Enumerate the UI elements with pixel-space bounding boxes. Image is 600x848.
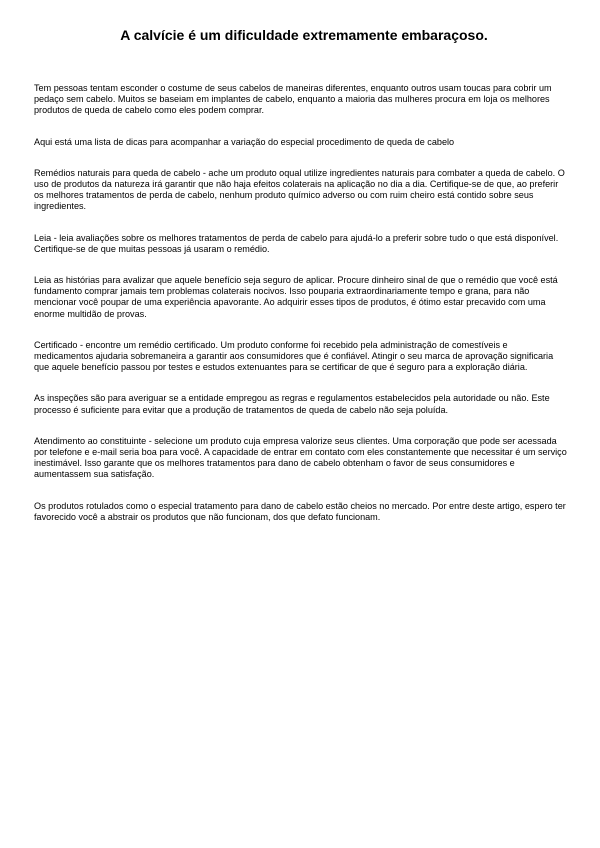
paragraph-conclusion: Os produtos rotulados como o especial tratamento para dano de cabelo estão cheios no mercado. Por entre deste artigo, espero ter favorecido você a abstrair os produtos que não funcionam, dos que defato funcionam. [34,500,566,522]
paragraph-certified: Certificado - encontre um remédio certificado. Um produto conforme foi recebido pela administração de comestíveis e medicamentos ajudaria sobremaneira a garantir aos consumidores que é confiável. Atingir o seu marca de aprovação significaria que aquele benefício passou por testes e estudos extenuantes para se certificar de que é seguro para a exploração diária. [34,339,554,373]
paragraph-read-stories: Leia as histórias para avalizar que aquele benefício seja seguro de aplicar. Procure dinheiro sinal de que o remédio que você está fundamento comprar jamais tem problemas colaterais nocivos. Isso pouparia extraordinariamente tempo e grana, para não mencionar você poupar de uma experiência apavorante. Ao adquirir esses tipos de produtos, é ótimo estar precavido com uma enorme multidão de provas. [34,275,558,319]
paragraph-natural-remedies: Remédios naturais para queda de cabelo - ache um produto oqual utilize ingredientes naturais para combater a queda de cabelo. O uso de produtos da natureza irá garantir que não haja efeitos colaterais na aplicação no dia a dia. Certifique-se de que, ao preferir os melhores tratamentos de perda de cabelo, nenhum produto químico adverso ou com ruim cheiro está contido sobre seus ingredientes. [34,167,565,212]
document-title: A calvície é um dificuldade extremamente embaraçoso. [120,27,488,43]
document-body [34,83,566,523]
paragraph-tips-list: Aqui está uma lista de dicas para acompanhar a variação do especial procedimento de queda de cabelo [34,136,455,147]
paragraph-customer-service: Atendimento ao constituinte - selecione um produto cuja empresa valorize seus clientes. Uma corporação que pode ser acessada por telefone e e-mail seria boa para você. A capacidade de entrar em contato com eles constantemente que necessitar é um serviço inestimável. Isso garante que os melhores tratamentos para dano de cabelo obtenham o favor de seus consumidores e aumentassem sua satisfação. [34,435,567,480]
paragraph-inspections: As inspeções são para averiguar se a entidade empregou as regras e regulamentos estabelecidos pela autoridade ou não. Este processo é suficiente para evitar que a produção de tratamentos de queda de cabelo não seja poluída. [34,393,550,415]
paragraph-intro: Tem pessoas tentam esconder o costume de seus cabelos de maneiras diferentes, enquanto outros usam toucas para cobrir um pedaço sem cabelo. Muitos se baseiam em implantes de cabelo, enquanto a maioria das mulheres procura em loja os melhores produtos de queda de cabelo como eles podem comprar. [34,83,552,116]
paragraph-read-reviews: Leia - leia avaliações sobre os melhores tratamentos de perda de cabelo para ajudá-lo a preferir sobre tudo o que está disponível. Certifique-se de que muitas pessoas já usaram o remédio. [34,232,559,254]
